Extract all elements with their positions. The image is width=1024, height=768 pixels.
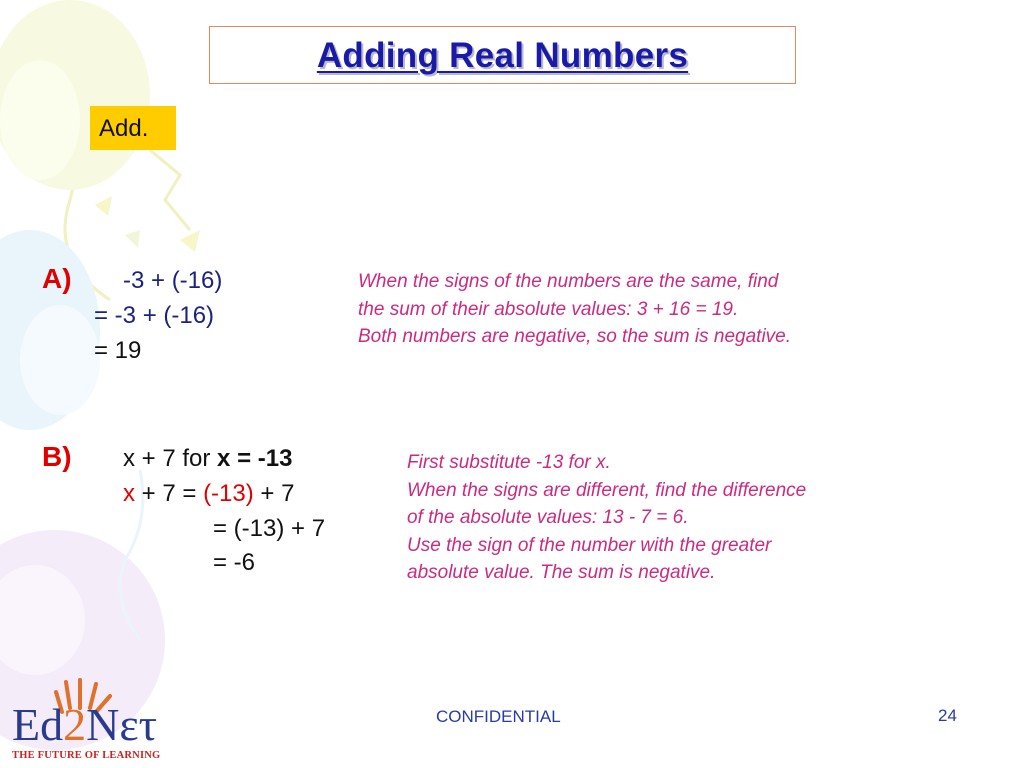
explanation-line: the sum of their absolute values: 3 + 16 = 19. <box>358 298 739 320</box>
explanation-line: When the signs of the numbers are the same, find <box>358 271 779 292</box>
logo-wordmark-mid: 2 <box>63 699 87 750</box>
instruction-text: Add. <box>99 115 149 142</box>
confidential-label: CONFIDENTIAL <box>436 707 561 726</box>
part-b-step-1: = (-13) + 7 <box>213 515 326 542</box>
logo-wordmark <box>12 698 157 751</box>
explanation-line: Use the sign of the number with the greater <box>407 534 772 556</box>
part-b-problem <box>123 445 292 473</box>
logo-wordmark-right: Nετ <box>86 699 158 750</box>
substitution-variable: x <box>123 480 135 507</box>
explanation-line: When the signs are different, find the difference <box>407 479 807 501</box>
part-a-step-2: = 19 <box>94 337 142 364</box>
page-number: 24 <box>938 706 957 725</box>
part-a-explanation <box>358 268 791 351</box>
ed2net-logo <box>10 678 170 764</box>
problem-prefix: x + 7 for <box>123 445 211 472</box>
substitution-value: (-13) <box>203 480 254 507</box>
logo-tagline: THE FUTURE OF LEARNING <box>12 750 161 761</box>
instruction-box <box>90 106 176 150</box>
explanation-line: First substitute -13 for x. <box>407 452 611 473</box>
problem-value: x = -13 <box>217 445 293 472</box>
part-b-explanation <box>407 449 806 587</box>
substitution-end: + 7 <box>260 480 295 507</box>
substitution-middle: + 7 = <box>141 480 197 507</box>
part-a-expression: -3 + (-16) <box>123 267 223 294</box>
part-a-step-1: = -3 + (-16) <box>94 302 215 329</box>
title-box <box>209 26 796 84</box>
explanation-line: Both numbers are negative, so the sum is negative. <box>358 326 792 347</box>
explanation-line: of the absolute values: 13 - 7 = 6. <box>407 507 689 528</box>
part-a-label: A) <box>42 263 72 294</box>
explanation-line: absolute value. The sum is negative. <box>407 562 716 583</box>
part-b-substitution <box>123 480 294 508</box>
logo-wordmark-left: Ed <box>12 699 64 750</box>
slide-title: Adding Real Numbers <box>316 36 689 75</box>
part-b-label: B) <box>42 441 72 472</box>
part-b-step-2: = -6 <box>213 549 256 576</box>
